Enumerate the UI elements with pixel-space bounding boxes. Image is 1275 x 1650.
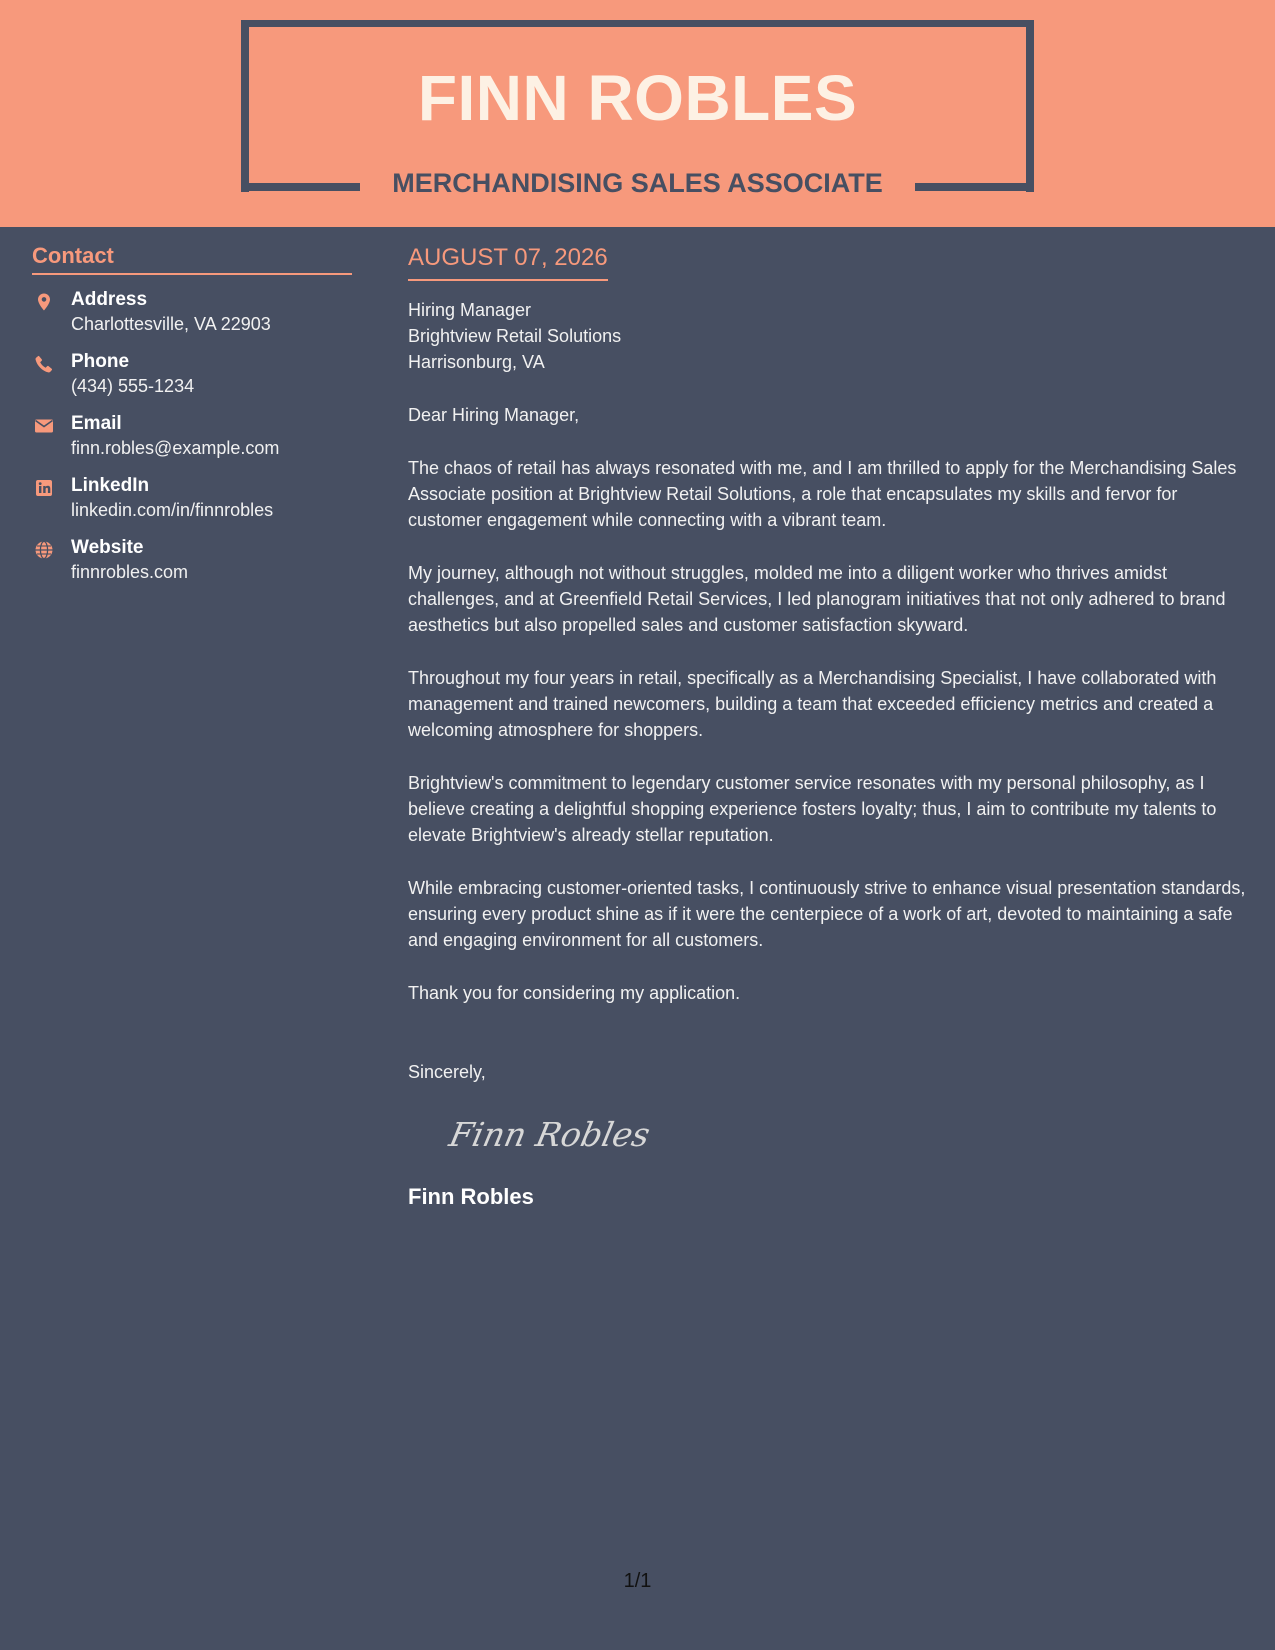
page-number: 1/1 — [623, 1570, 652, 1592]
contact-value: finn.robles@example.com — [71, 438, 280, 458]
header-frame-bottom-left — [241, 183, 360, 191]
contact-list — [32, 288, 352, 585]
contact-label: Phone — [71, 351, 130, 372]
phone-icon — [34, 354, 54, 374]
applicant-name: FINN ROBLES — [417, 62, 858, 134]
map-pin-icon — [34, 292, 54, 312]
job-title: MERCHANDISING SALES ASSOCIATE — [392, 168, 883, 198]
header-frame-bottom-right — [915, 183, 1034, 191]
contact-value: linkedin.com/in/finnrobles — [71, 500, 274, 520]
contact-item-email — [32, 412, 352, 461]
contact-sidebar — [32, 242, 352, 585]
contact-value: (434) 555-1234 — [71, 376, 195, 396]
envelope-icon — [34, 416, 54, 436]
letter-paragraph: Thank you for considering my application. — [408, 983, 741, 1003]
handwritten-signature: Finn Robles — [445, 1115, 654, 1154]
contact-label: Website — [71, 537, 144, 558]
recipient-line: Hiring Manager — [408, 300, 532, 320]
letter-date: AUGUST 07, 2026 — [408, 242, 608, 281]
contact-value: Charlottesville, VA 22903 — [71, 314, 271, 334]
contact-item-website — [32, 536, 352, 585]
contact-label: Address — [71, 289, 148, 310]
recipient-line: Brightview Retail Solutions — [408, 326, 622, 346]
letter-body — [408, 242, 1248, 1211]
letter-paragraph: My journey, although not without struggles, molded me into a diligent worker who thrives amidst challenges, and at Greenfield Retail Services, I led planogram initiatives that not only adhered to brand aesthetics but also propelled sales and customer satisfaction skyward. — [408, 563, 1226, 635]
printed-name: Finn Robles — [408, 1184, 534, 1209]
closing: Sincerely, — [408, 1062, 486, 1082]
linkedin-icon — [34, 478, 54, 498]
header-frame-left — [241, 20, 249, 192]
contact-label: LinkedIn — [71, 475, 150, 496]
header-frame-top — [241, 20, 1034, 27]
globe-icon — [34, 540, 54, 560]
header-banner — [0, 0, 1275, 227]
contact-item-address — [32, 288, 352, 337]
letter-paragraph: Brightview's commitment to legendary customer service resonates with my personal philosophy, as I believe creating a delightful shopping experience fosters loyalty; thus, I aim to contribute my talents to elevate Brightview's already stellar reputation. — [408, 773, 1217, 845]
contact-item-linkedin — [32, 474, 352, 523]
contact-value: finnrobles.com — [71, 562, 189, 582]
recipient-line: Harrisonburg, VA — [408, 352, 545, 372]
letter-paragraph: The chaos of retail has always resonated with me, and I am thrilled to apply for the Merchandising Sales Associate position at Brightview Retail Solutions, a role that encapsulates my skills and fervor for customer engagement while connecting with a vibrant team. — [408, 458, 1237, 530]
header-frame-right — [1026, 20, 1034, 192]
letter-paragraph: While embracing customer-oriented tasks, I continuously strive to enhance visual presentation standards, ensuring every product shine as if it were the centerpiece of a work of art, devoted to maintaining a safe and engaging environment for all customers. — [408, 878, 1246, 950]
recipient-block — [408, 297, 1248, 375]
contact-item-phone — [32, 350, 352, 399]
salutation: Dear Hiring Manager, — [408, 405, 580, 425]
contact-label: Email — [71, 413, 122, 434]
letter-paragraph: Throughout my four years in retail, specifically as a Merchandising Specialist, I have collaborated with management and trained newcomers, building a team that exceeded efficiency metrics and created a welcoming atmosphere for shoppers. — [408, 668, 1217, 740]
contact-heading: Contact — [32, 242, 352, 275]
